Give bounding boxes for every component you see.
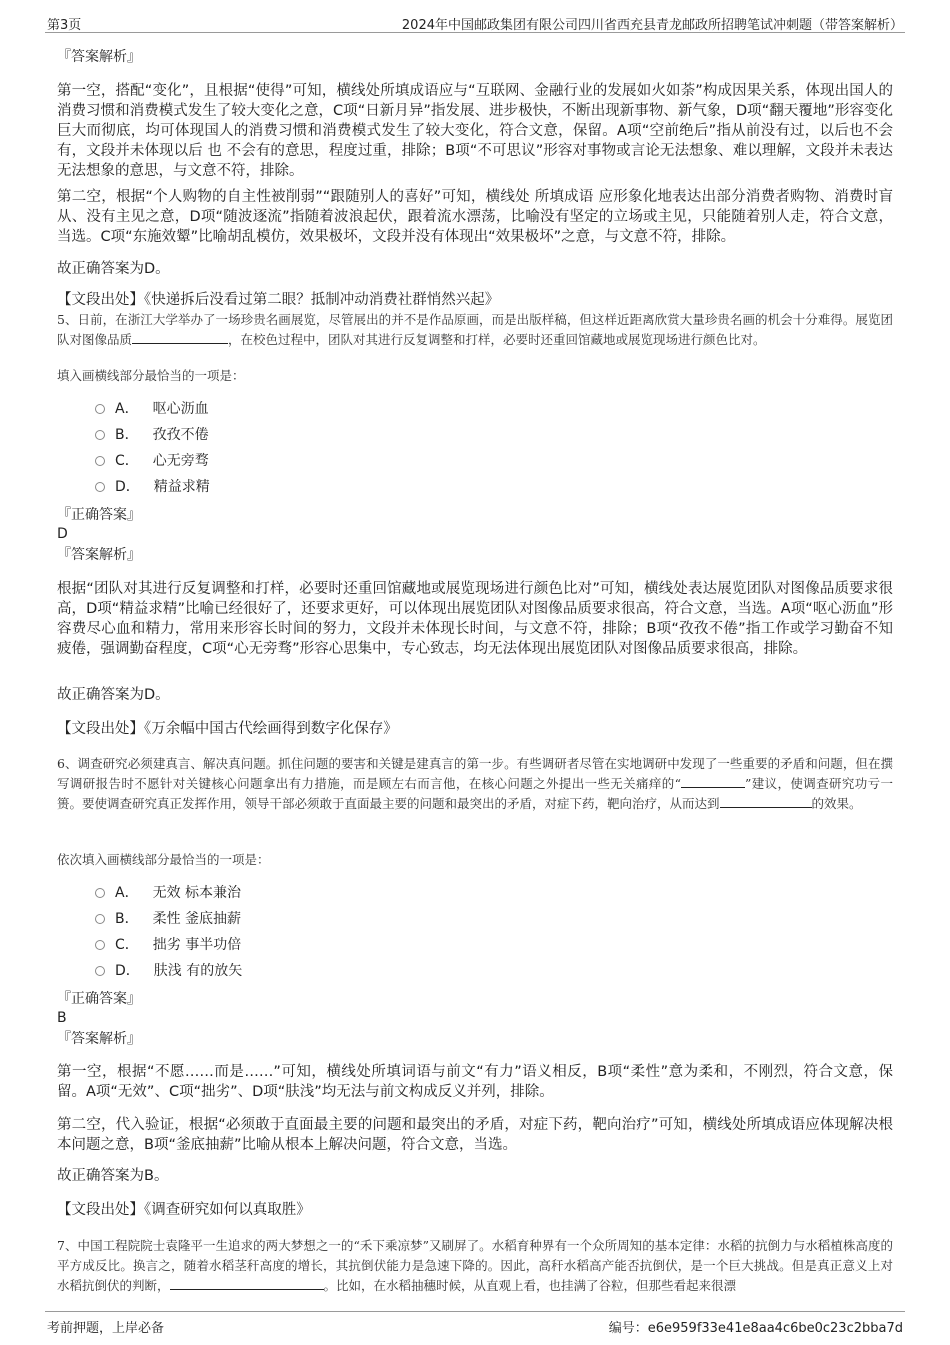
radio-icon[interactable] [95,482,105,492]
q6-option-c[interactable] [95,936,241,955]
option-text: 心无旁骛 [152,453,209,469]
option-letter: B． [115,911,139,927]
q4-source-title: 《快递拆后没看过第二眼？抵制冲动消费社群悄然兴起》 [144,292,500,308]
q6-correct-heading: 『正确答案』 [57,991,141,1007]
radio-icon[interactable] [95,966,105,976]
q7-stem-part2: 。比如，在水稻抽穗时候，从直观上看，也挂满了谷粒，但那些看起来很漂 [323,1278,737,1293]
option-text: 无效 标本兼治 [152,885,242,901]
q6-option-d[interactable] [95,962,242,981]
document-title: 2024年中国邮政集团有限公司四川省西充县青龙邮政所招聘笔试冲刺题（带答案解析） [401,18,903,33]
q4-analysis-heading: 『答案解析』 [57,49,141,65]
q5-prompt: 填入画横线部分最恰当的一项是： [57,368,245,383]
radio-icon[interactable] [95,914,105,924]
q5-blank [132,330,228,344]
q6-option-a[interactable] [95,884,241,903]
option-text: 孜孜不倦 [152,427,209,443]
radio-icon[interactable] [95,404,105,414]
q6-blank-1 [681,774,745,788]
q5-analysis-p1: 根据“团队对其进行反复调整和打样，必要时还重回馆藏地或展览现场进行颜色比对”可知，横线处表达展览团队对图像品质要求很高，D项“精益求精”比喻已经很好了，还要求更好，可以体现出展览团队对图像品质要求很高，符合文意，当选。A项“呕心沥血”形容费尽心血和精力，常用来形容长时间的努力，文段并未体现长时间，与文意不符，排除；B项“孜孜不倦”指工作或学习勤奋不知疲倦，强调勤奋程度，C项“心无旁骛”形容心思集中，专心致志，均无法体现出展览团队对图像品质要求很高，排除。 [57,581,893,657]
q5-option-b[interactable] [95,426,209,445]
q5-source [57,719,893,739]
q6-analysis-p1: 第一空，根据“不愿……而是……”可知，横线处所填词语与前文“有力”语义相反，B项“柔性”意为柔和，不刚烈，符合文意，保留。A项“无效”、C项“拙劣”、D项“肤浅”均无法与前文构成反义并列，排除。 [57,1064,893,1100]
q6-stem-part2: ”建议，使调查研究功亏一篑。要使调查研究真正发挥作用，领导干部必须敢于直面最主要的问题和最突出的矛盾，对症下药，靶向治疗，从而达到 [57,776,893,811]
q5-option-a[interactable] [95,400,209,419]
q7-stem [57,1236,893,1296]
q6-source-title: 《调查研究如何以真取胜》 [144,1202,311,1218]
page-header [45,12,905,33]
radio-icon[interactable] [95,456,105,466]
q6-option-b[interactable] [95,910,241,929]
q5-stem-part2: ，在校色过程中，团队对其进行反复调整和打样，必要时还重回馆藏地或展览现场进行颜色比对。 [228,332,766,347]
q5-source-label: 【文段出处】 [57,721,144,737]
option-letter: D． [115,963,140,979]
q6-analysis-heading: 『答案解析』 [57,1031,141,1047]
q5-option-d[interactable] [95,478,210,497]
q4-analysis-p2: 第二空，根据“个人购物的自主性被削弱”“跟随别人的喜好”可知，横线处 所填成语 应形象化地表达出部分消费者购物、消费时盲从、没有主见之意，D项“随波逐流”指随着波浪起伏，跟着流水漂荡，比喻没有坚定的立场或主见，只能随着别人走，符合文意，当选。C项“东施效颦”比喻胡乱模仿，效果极坏，文段并没有体现出“效果极坏”之意，与文意不符，排除。 [57,189,893,245]
q5-correct-heading: 『正确答案』 [57,507,141,523]
document-id: 编号：e6e959f33e41e8aa4c6be0c23c2bba7d [608,1321,903,1336]
q4-source-label: 【文段出处】 [57,292,144,308]
footer-slogan: 考前押题，上岸必备 [47,1321,165,1336]
option-letter: C． [115,453,139,469]
q5-conclusion: 故正确答案为D。 [57,687,170,703]
q7-blank [170,1276,324,1290]
q5-stem [57,310,893,350]
option-text: 肤浅 有的放矢 [153,963,243,979]
q6-analysis-p2: 第二空，代入验证，根据“必须敢于直面最主要的问题和最突出的矛盾，对症下药，靶向治疗”可知，横线处所填成语应体现解决根本问题之意，B项“釜底抽薪”比喻从根本上解决问题，符合文意，当选。 [57,1117,893,1153]
page-number: 第3页 [47,18,82,33]
option-letter: B． [115,427,139,443]
option-letter: C． [115,937,139,953]
q6-stem [57,754,893,814]
option-letter: D． [115,479,140,495]
q4-source [57,290,893,310]
q6-source-label: 【文段出处】 [57,1202,144,1218]
q5-stem-part1: 5、日前，在浙江大学举办了一场珍贵名画展览，尽管展出的并不是作品原画，而是出版样稿，但这样近距离欣赏大量珍贵名画的机会十分难得。展览团队对图像品质 [57,312,893,347]
q6-stem-part1: 6、调查研究必须建真言、解决真问题。抓住问题的要害和关键是建真言的第一步。有些调研者尽管在实地调研中发现了一些重要的矛盾和问题，但在撰写调研报告时不愿针对关键核心问题拿出有力措施，而是顾左右而言他，在核心问题之外提出一些无关痛痒的“ [57,756,893,791]
q5-correct-answer: D [57,526,68,542]
q7-stem-part1: 7、中国工程院院士袁隆平一生追求的两大梦想之一的“禾下乘凉梦”又刷屏了。水稻育种界有一个众所周知的基本定律：水稻的抗倒力与水稻植株高度的平方成反比。换言之，随着水稻茎秆高度的增长，其抗倒伏能力是急速下降的。因此，高秆水稻高产能否抗倒伏，是一个巨大挑战。但是真正意义上对水稻抗倒伏的判断， [57,1238,893,1293]
option-text: 柔性 釜底抽薪 [152,911,242,927]
q6-prompt: 依次填入画横线部分最恰当的一项是： [57,852,270,867]
radio-icon[interactable] [95,940,105,950]
q4-analysis-p1: 第一空，搭配“变化”，且根据“使得”可知，横线处所填成语应与“互联网、金融行业的发展如火如荼”构成因果关系，体现出国人的消费习惯和消费模式发生了较大变化之意，C项“日新月异”指发展、进步极快，不断出现新事物、新气象，D项“翻天覆地”形容变化巨大而彻底，均可体现国人的消费习惯和消费模式发生了较大变化，符合文意，保留。A项“空前绝后”指从前没有过，以后也不会有，文段并未体现以后 也 不会有的意思，程度过重，排除；B项“不可思议”形容对事物或言论无法想象、难以理解，文段并未表达无法想象的意思，与文意不符，排除。 [57,83,893,179]
q6-conclusion: 故正确答案为B。 [57,1168,169,1184]
q6-correct-answer: B [57,1010,67,1026]
q6-stem-part3: 的效果。 [811,796,862,811]
q5-analysis-heading: 『答案解析』 [57,547,141,563]
q4-conclusion: 故正确答案为D。 [57,261,170,277]
q5-source-title: 《万余幅中国古代绘画得到数字化保存》 [144,721,398,737]
q6-source [57,1200,893,1220]
option-text: 精益求精 [153,479,210,495]
radio-icon[interactable] [95,888,105,898]
option-letter: A． [115,401,139,417]
q6-blank-2 [720,794,812,808]
q5-option-c[interactable] [95,452,209,471]
option-letter: A． [115,885,139,901]
radio-icon[interactable] [95,430,105,440]
option-text: 拙劣 事半功倍 [152,937,242,953]
page-footer [45,1311,905,1336]
option-text: 呕心沥血 [152,401,209,417]
